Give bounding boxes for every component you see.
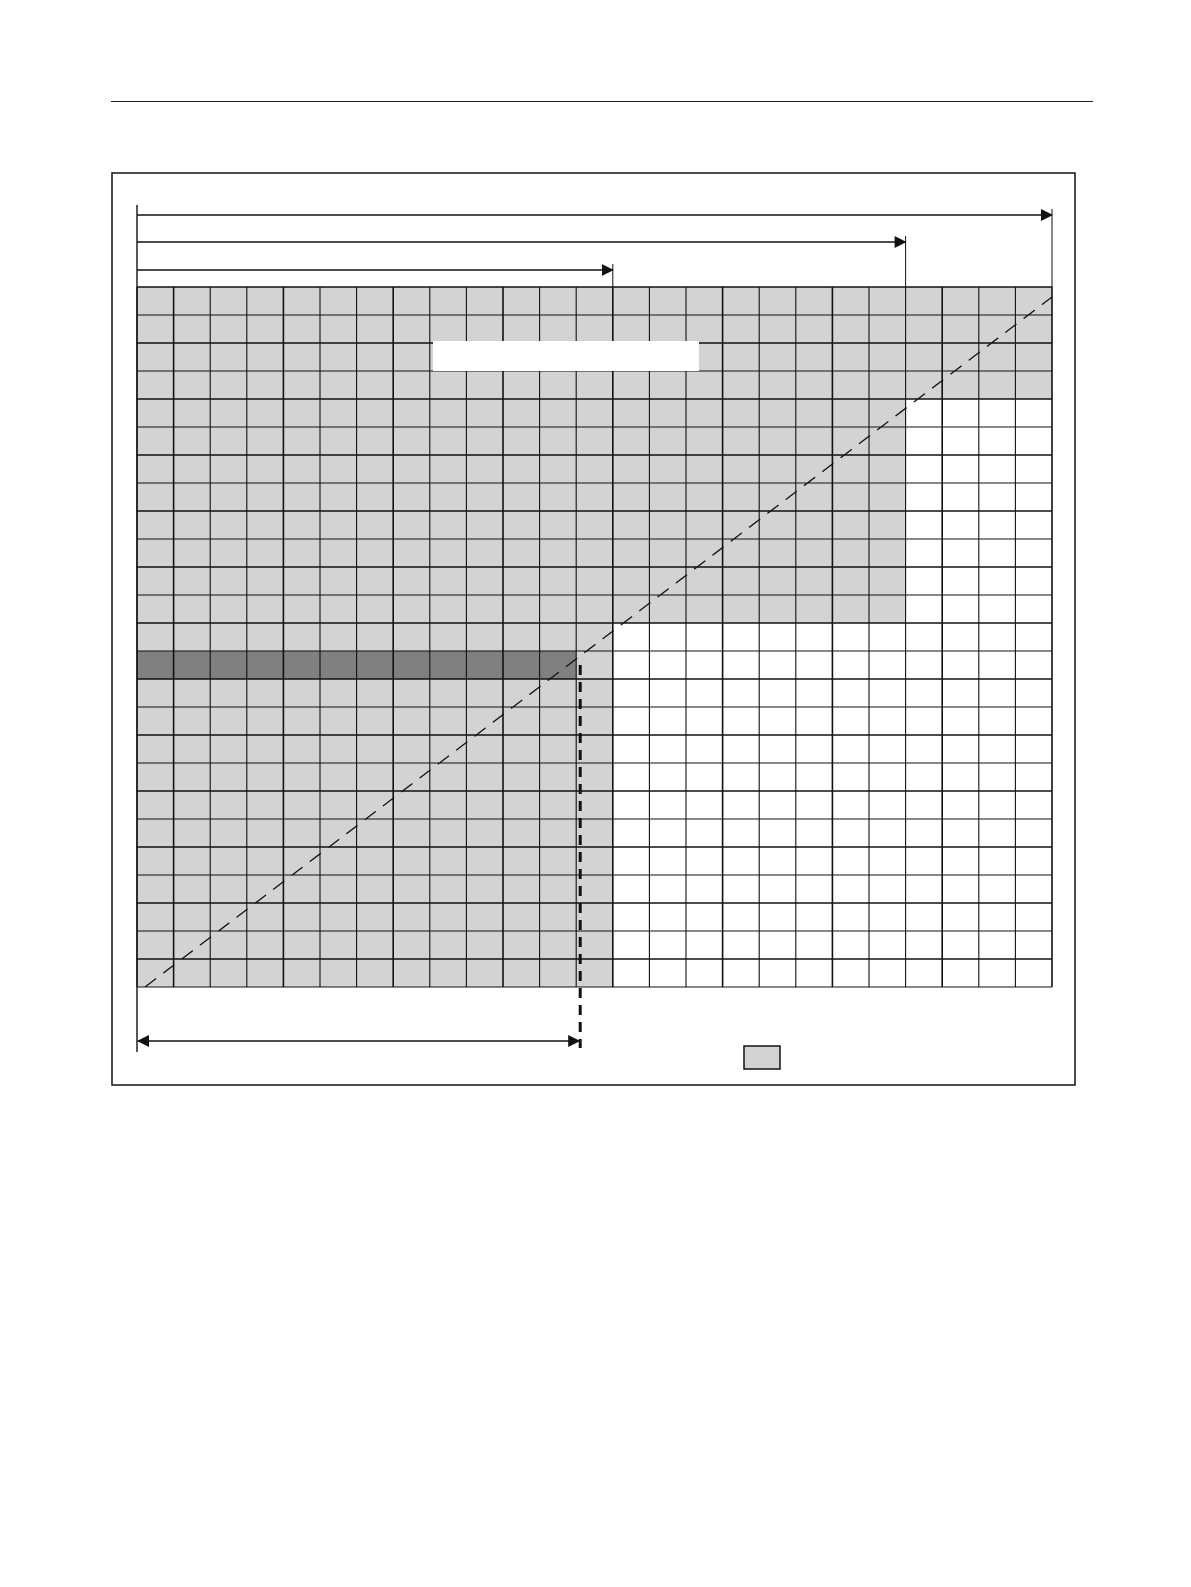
legend-swatch [744,1046,780,1069]
blank-label-box [433,341,699,371]
